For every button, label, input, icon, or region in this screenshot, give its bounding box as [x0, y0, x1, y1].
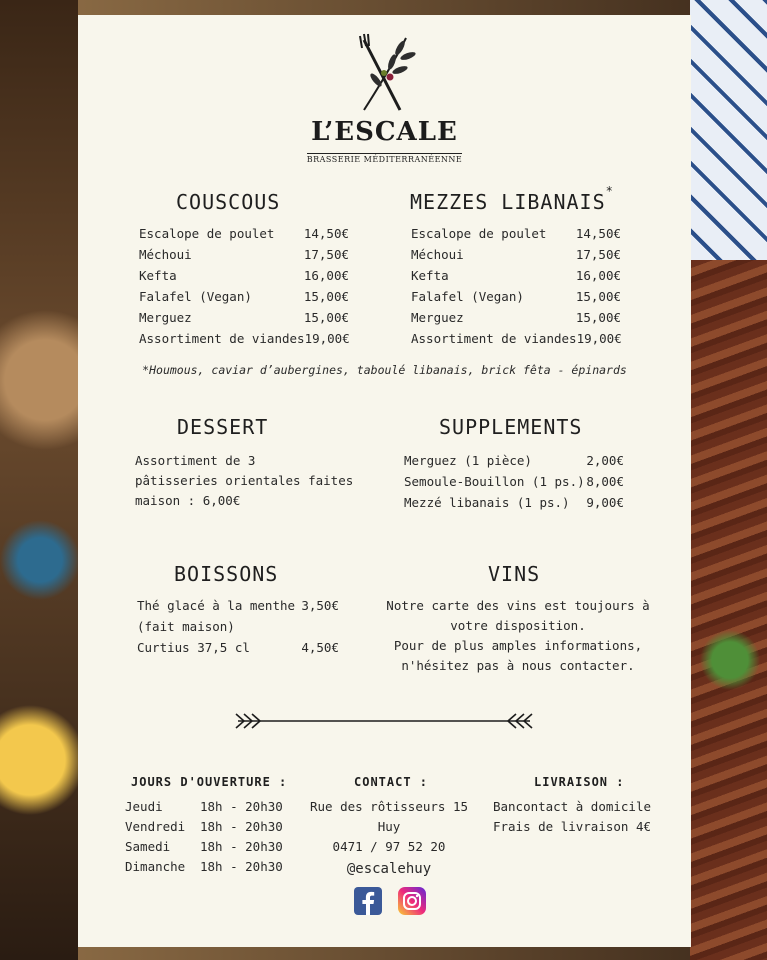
fork-olive-branch-icon	[350, 30, 420, 115]
delivery-title: LIVRAISON :	[534, 775, 625, 789]
brand-subtitle: BRASSERIE MÉDITERRANÉENNE	[306, 155, 463, 164]
menu-item-name: Assortiment de viandes	[411, 331, 577, 346]
menu-item	[404, 450, 624, 471]
menu-item-name: (fait maison)	[137, 619, 235, 634]
opening-hours-value: 18h - 20h30	[200, 859, 283, 874]
menu-item-price: 16,00€	[303, 268, 349, 283]
menu-item	[139, 244, 349, 265]
contact-line: Rue des rôtisseurs 15	[309, 799, 469, 814]
opening-row	[125, 817, 283, 837]
opening-hours-value: 18h - 20h30	[200, 819, 283, 834]
menu-item-price: 8,00€	[586, 474, 624, 489]
boissons-list	[137, 595, 339, 658]
menu-item-name: Kefta	[139, 268, 177, 283]
menu-item	[411, 244, 621, 265]
contact-details	[309, 797, 469, 857]
delivery-line: Bancontact à domicile	[492, 799, 652, 814]
menu-item	[137, 637, 339, 658]
delivery-details	[487, 797, 657, 837]
menu-item	[411, 328, 621, 349]
menu-card	[78, 15, 691, 947]
mezzes-title: MEZZES LIBANAIS*	[410, 184, 614, 214]
menu-item	[411, 223, 621, 244]
menu-item-price: 2,00€	[586, 453, 624, 468]
menu-item	[404, 471, 624, 492]
facebook-icon[interactable]	[354, 887, 382, 915]
opening-day: Dimanche	[125, 859, 186, 874]
menu-item-price: 17,50€	[575, 247, 621, 262]
menu-item-name: Kefta	[411, 268, 449, 283]
opening-day: Samedi	[125, 839, 171, 854]
menu-item	[139, 265, 349, 286]
menu-item-name: Merguez	[139, 310, 192, 325]
delivery-line: Frais de livraison 4€	[492, 819, 652, 834]
instagram-icon[interactable]	[398, 887, 426, 915]
vins-title: VINS	[488, 562, 541, 586]
menu-item-name: Merguez	[411, 310, 464, 325]
menu-item-price: 17,50€	[303, 247, 349, 262]
menu-item-name: Merguez (1 pièce)	[404, 453, 532, 468]
menu-item	[411, 286, 621, 307]
menu-item-price: 15,00€	[303, 289, 349, 304]
menu-item-price: 15,00€	[303, 310, 349, 325]
menu-item	[139, 328, 349, 349]
menu-item	[139, 307, 349, 328]
menu-item-name: Falafel (Vegan)	[411, 289, 524, 304]
mezzes-footnote: *Houmous, caviar d’aubergines, taboulé libanais, brick fêta - épinards	[142, 363, 627, 377]
instagram-handle[interactable]: @escalehuy	[346, 861, 432, 877]
menu-item-price: 9,00€	[586, 495, 624, 510]
contact-title: CONTACT :	[354, 775, 429, 789]
opening-hours-value: 18h - 20h30	[200, 799, 283, 814]
menu-item	[411, 265, 621, 286]
opening-row	[125, 797, 283, 817]
menu-item-price: 16,00€	[575, 268, 621, 283]
menu-item-name: Falafel (Vegan)	[139, 289, 252, 304]
couscous-list	[139, 223, 349, 349]
menu-item-name: Méchoui	[411, 247, 464, 262]
menu-item-name: Mezzé libanais (1 ps.)	[404, 495, 570, 510]
menu-item-name: Assortiment de viandes	[139, 331, 305, 346]
menu-item	[404, 492, 624, 513]
opening-hours	[125, 797, 283, 877]
background-food-left	[0, 0, 78, 960]
opening-row	[125, 837, 283, 857]
menu-item-name: Escalope de poulet	[411, 226, 547, 241]
menu-item-name: Escalope de poulet	[139, 226, 275, 241]
opening-day: Jeudi	[125, 799, 163, 814]
menu-item-price: 15,00€	[575, 310, 621, 325]
opening-hours-value: 18h - 20h30	[200, 839, 283, 854]
vins-line: votre disposition.	[450, 618, 586, 633]
menu-item	[139, 286, 349, 307]
vins-line: n'hésitez pas à nous contacter.	[401, 658, 635, 673]
menu-item-price: 19,00€	[304, 331, 350, 346]
menu-item-price: 15,00€	[575, 289, 621, 304]
menu-item-name: Méchoui	[139, 247, 192, 262]
vins-line: Notre carte des vins est toujours à	[386, 598, 650, 613]
mezzes-list	[411, 223, 621, 349]
menu-item-price: 19,00€	[576, 331, 622, 346]
menu-item-price: 14,50€	[575, 226, 621, 241]
dessert-title: DESSERT	[177, 415, 269, 439]
couscous-title: COUSCOUS	[176, 190, 281, 214]
arrow-divider	[234, 710, 534, 732]
menu-item-price: 4,50€	[301, 640, 339, 655]
supplements-title: SUPPLEMENTS	[439, 415, 583, 439]
opening-title: JOURS D'OUVERTURE :	[131, 775, 288, 789]
background-meat-right	[690, 260, 767, 960]
vins-line: Pour de plus amples informations,	[393, 638, 643, 653]
menu-item	[137, 595, 339, 616]
menu-item-name: Curtius 37,5 cl	[137, 640, 250, 655]
contact-line: Huy	[377, 819, 401, 834]
dessert-line: pâtisseries orientales faites	[135, 473, 354, 488]
brand-name: L’ESCALE	[311, 117, 458, 147]
opening-row	[125, 857, 283, 877]
menu-item	[137, 616, 339, 637]
menu-item-name: Thé glacé à la menthe	[137, 598, 296, 613]
menu-item	[139, 223, 349, 244]
boissons-title: BOISSONS	[174, 562, 279, 586]
menu-item-price: 3,50€	[301, 598, 339, 613]
menu-item-name: Semoule-Bouillon (1 ps.)	[404, 474, 585, 489]
dessert-line: Assortiment de 3	[135, 453, 256, 468]
logo	[78, 30, 691, 166]
contact-line: 0471 / 97 52 20	[332, 839, 446, 854]
supplements-list	[404, 450, 624, 513]
menu-item-price: 14,50€	[303, 226, 349, 241]
vins-description	[380, 596, 656, 676]
dessert-description	[135, 451, 353, 511]
opening-day: Vendredi	[125, 819, 186, 834]
dessert-line: maison : 6,00€	[135, 493, 241, 508]
menu-item	[411, 307, 621, 328]
